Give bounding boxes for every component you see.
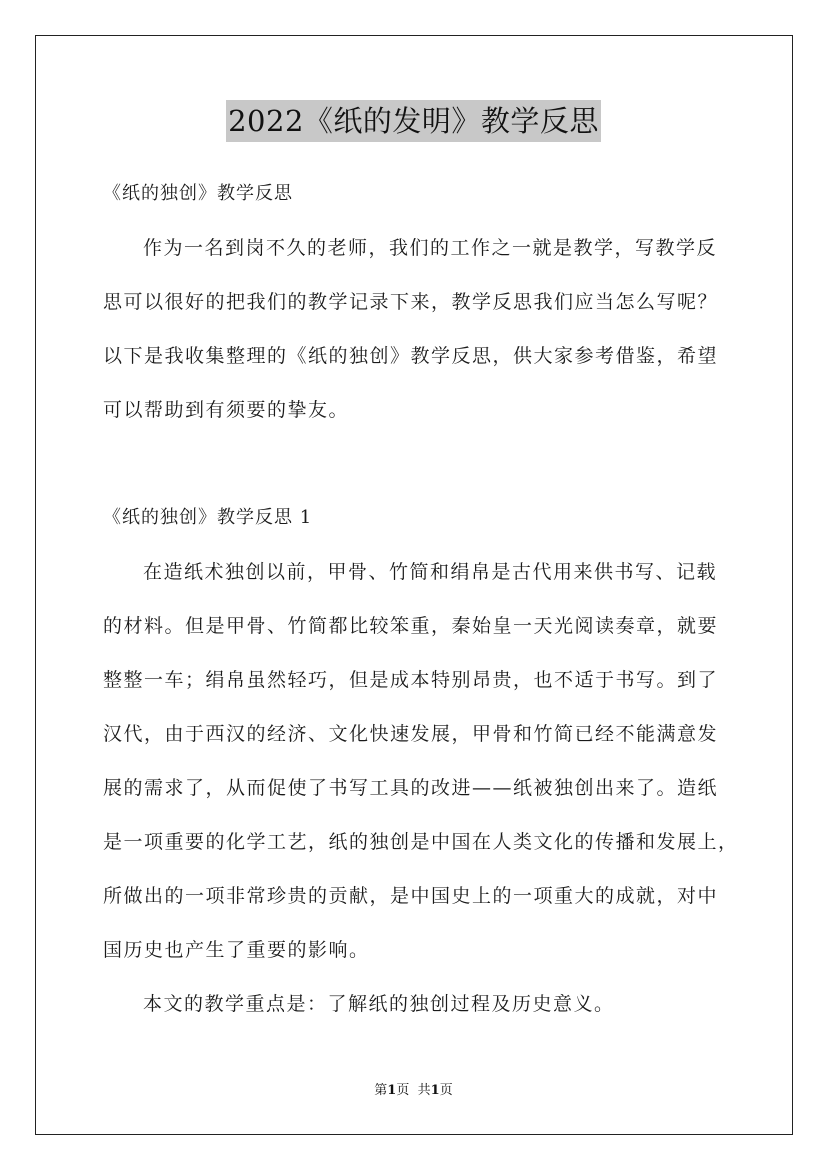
intro-line-1: 作为一名到岗不久的老师，我们的工作之一就是教学，写教学反 [143, 237, 718, 259]
document-title: 2022《纸的发明》教学反思 [226, 100, 601, 142]
footer-page-current: 1 [387, 1083, 397, 1098]
body-line-1: 在造纸术独创以前，甲骨、竹简和绢帛是古代用来供书写、记载 [143, 561, 718, 583]
body-line-8: 国历史也产生了重要的影响。 [103, 939, 370, 961]
intro-line-3: 以下是我收集整理的《纸的独创》教学反思，供大家参考借鉴，希望 [103, 345, 719, 367]
footer-page-prefix: 第 [374, 1083, 388, 1098]
focus-line: 本文的教学重点是：了解纸的独创过程及历史意义。 [143, 993, 615, 1015]
page-footer [0, 1082, 827, 1100]
footer-total-prefix: 共 [417, 1083, 431, 1098]
body-line-7: 所做出的一项非常珍贵的贡献，是中国史上的一项重大的成就，对中 [103, 885, 719, 907]
intro-line-2: 思可以很好的把我们的教学记录下来，教学反思我们应当怎么写呢？ [103, 291, 719, 313]
body-line-5: 展的需求了，从而促使了书写工具的改进——纸被独创出来了。造纸 [103, 777, 719, 799]
footer-page-total: 1 [430, 1083, 440, 1098]
body-line-4: 汉代，由于西汉的经济、文化快速发展，甲骨和竹简已经不能满意发 [103, 723, 719, 745]
section-heading-2: 《纸的独创》教学反思 1 [103, 507, 313, 528]
intro-line-4: 可以帮助到有须要的挚友。 [103, 399, 350, 421]
title-container [0, 100, 827, 142]
body-line-3: 整整一车；绢帛虽然轻巧，但是成本特别昂贵，也不适于书写。到了 [103, 669, 719, 691]
body-line-6: 是一项重要的化学工艺，纸的独创是中国在人类文化的传播和发展上， [103, 831, 739, 853]
footer-page-suffix: 页 [396, 1083, 410, 1098]
body-line-2: 的材料。但是甲骨、竹简都比较笨重，秦始皇一天光阅读奏章，就要 [103, 615, 719, 637]
footer-total-suffix: 页 [439, 1083, 453, 1098]
section-heading-1: 《纸的独创》教学反思 [103, 183, 293, 204]
